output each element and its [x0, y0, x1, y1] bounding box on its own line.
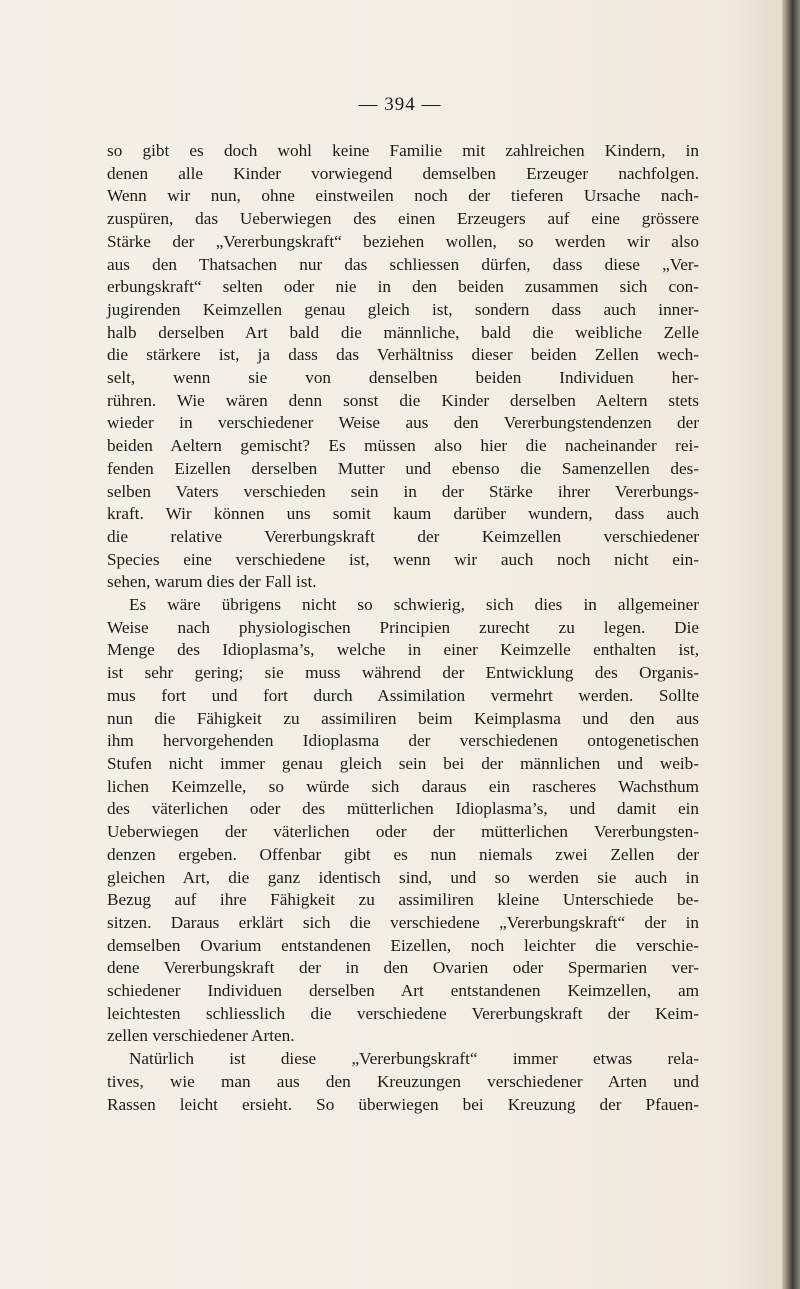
text-line: denzen ergeben. Offenbar gibt es nun niemals zwei Zellen der [107, 844, 699, 864]
text-line: demselben Ovarium entstandenen Eizellen, noch leichter die verschie- [107, 935, 699, 955]
text-line: schiedener Individuen derselben Art entstandenen Keimzellen, am [107, 981, 699, 1001]
text-line: Menge des Idioplasma’s, welche in einer Keimzelle enthalten ist, [107, 640, 699, 660]
text-line: fenden Eizellen derselben Mutter und ebenso die Samenzellen des- [107, 458, 699, 478]
text-line: Stärke der „Vererbungskraft“ beziehen wollen, so werden wir also [107, 231, 699, 251]
text-line: sitzen. Daraus erklärt sich die verschiedene „Vererbungskraft“ der in [107, 912, 699, 932]
text-line: denen alle Kinder vorwiegend demselben Erzeuger nachfolgen. [107, 163, 699, 183]
text-line: aus den Thatsachen nur das schliessen dürfen, dass diese „Ver- [107, 254, 699, 274]
text-line: Es wäre übrigens nicht so schwierig, sich dies in allgemeiner [129, 595, 699, 615]
text-line: kraft. Wir können uns somit kaum darüber wundern, dass auch [107, 504, 699, 524]
text-line: ist sehr gering; sie muss während der Entwicklung des Organis- [107, 663, 699, 683]
book-spine-shadow [782, 0, 800, 1289]
text-line: selben Vaters verschieden sein in der Stärke ihrer Vererbungs- [107, 481, 699, 501]
text-line: lichen Keimzelle, so würde sich daraus ein rascheres Wachsthum [107, 776, 699, 796]
text-line: dene Vererbungskraft der in den Ovarien oder Spermarien ver- [107, 958, 699, 978]
text-line: so gibt es doch wohl keine Familie mit zahlreichen Kindern, in [107, 141, 699, 160]
body-text [107, 140, 699, 1116]
text-line: Rassen leicht ersieht. So überwiegen bei Kreuzung der Pfauen- [107, 1094, 699, 1114]
text-line: Weise nach physiologischen Principien zurecht zu legen. Die [107, 617, 699, 637]
text-line: erbungskraft“ selten oder nie in den beiden zusammen sich con- [107, 277, 699, 297]
text-line: wieder in verschiedener Weise aus den Vererbungstendenzen der [107, 413, 699, 433]
page-number: — 394 — [358, 94, 442, 115]
text-line: zuspüren, das Ueberwiegen des einen Erzeugers auf eine grössere [107, 209, 699, 229]
text-line: sehen, warum dies der Fall ist. [107, 572, 317, 592]
text-line: halb derselben Art bald die männliche, bald die weibliche Zelle [107, 322, 699, 342]
text-line: die stärkere ist, ja dass das Verhältniss dieser beiden Zellen wech- [107, 345, 699, 365]
text-line: nun die Fähigkeit zu assimiliren beim Keimplasma und den aus [107, 708, 699, 728]
text-line: Wenn wir nun, ohne einstweilen noch der tieferen Ursache nach- [107, 186, 699, 206]
text-line: beiden Aeltern gemischt? Es müssen also hier die nacheinander rei- [107, 436, 699, 456]
text-line: tives, wie man aus den Kreuzungen verschiedener Arten und [107, 1071, 699, 1091]
text-line: ihm hervorgehenden Idioplasma der verschiedenen ontogenetischen [107, 731, 699, 751]
text-line: Natürlich ist diese „Vererbungskraft“ immer etwas rela- [129, 1049, 699, 1069]
text-line: jugirenden Keimzellen genau gleich ist, sondern dass auch inner- [107, 299, 699, 319]
text-line: des väterlichen oder des mütterlichen Idioplasma’s, und damit ein [107, 799, 699, 819]
text-line: zellen verschiedener Arten. [107, 1026, 295, 1046]
text-line: rühren. Wie wären denn sonst die Kinder derselben Aeltern stets [107, 390, 699, 410]
text-line: gleichen Art, die ganz identisch sind, und so werden sie auch in [107, 867, 699, 887]
text-line: leichtesten schliesslich die verschiedene Vererbungskraft der Keim- [107, 1003, 699, 1023]
text-line: Species eine verschiedene ist, wenn wir auch noch nicht ein- [107, 549, 699, 569]
text-line: Ueberwiegen der väterlichen oder der mütterlichen Vererbungsten- [107, 822, 699, 842]
text-line: Bezug auf ihre Fähigkeit zu assimiliren kleine Unterschiede be- [107, 890, 699, 910]
text-line: selt, wenn sie von denselben beiden Individuen her- [107, 368, 699, 388]
text-line: die relative Vererbungskraft der Keimzellen verschiedener [107, 526, 699, 546]
text-line: Stufen nicht immer genau gleich sein bei der männlichen und weib- [107, 753, 699, 773]
text-line: mus fort und fort durch Assimilation vermehrt werden. Sollte [107, 685, 699, 705]
